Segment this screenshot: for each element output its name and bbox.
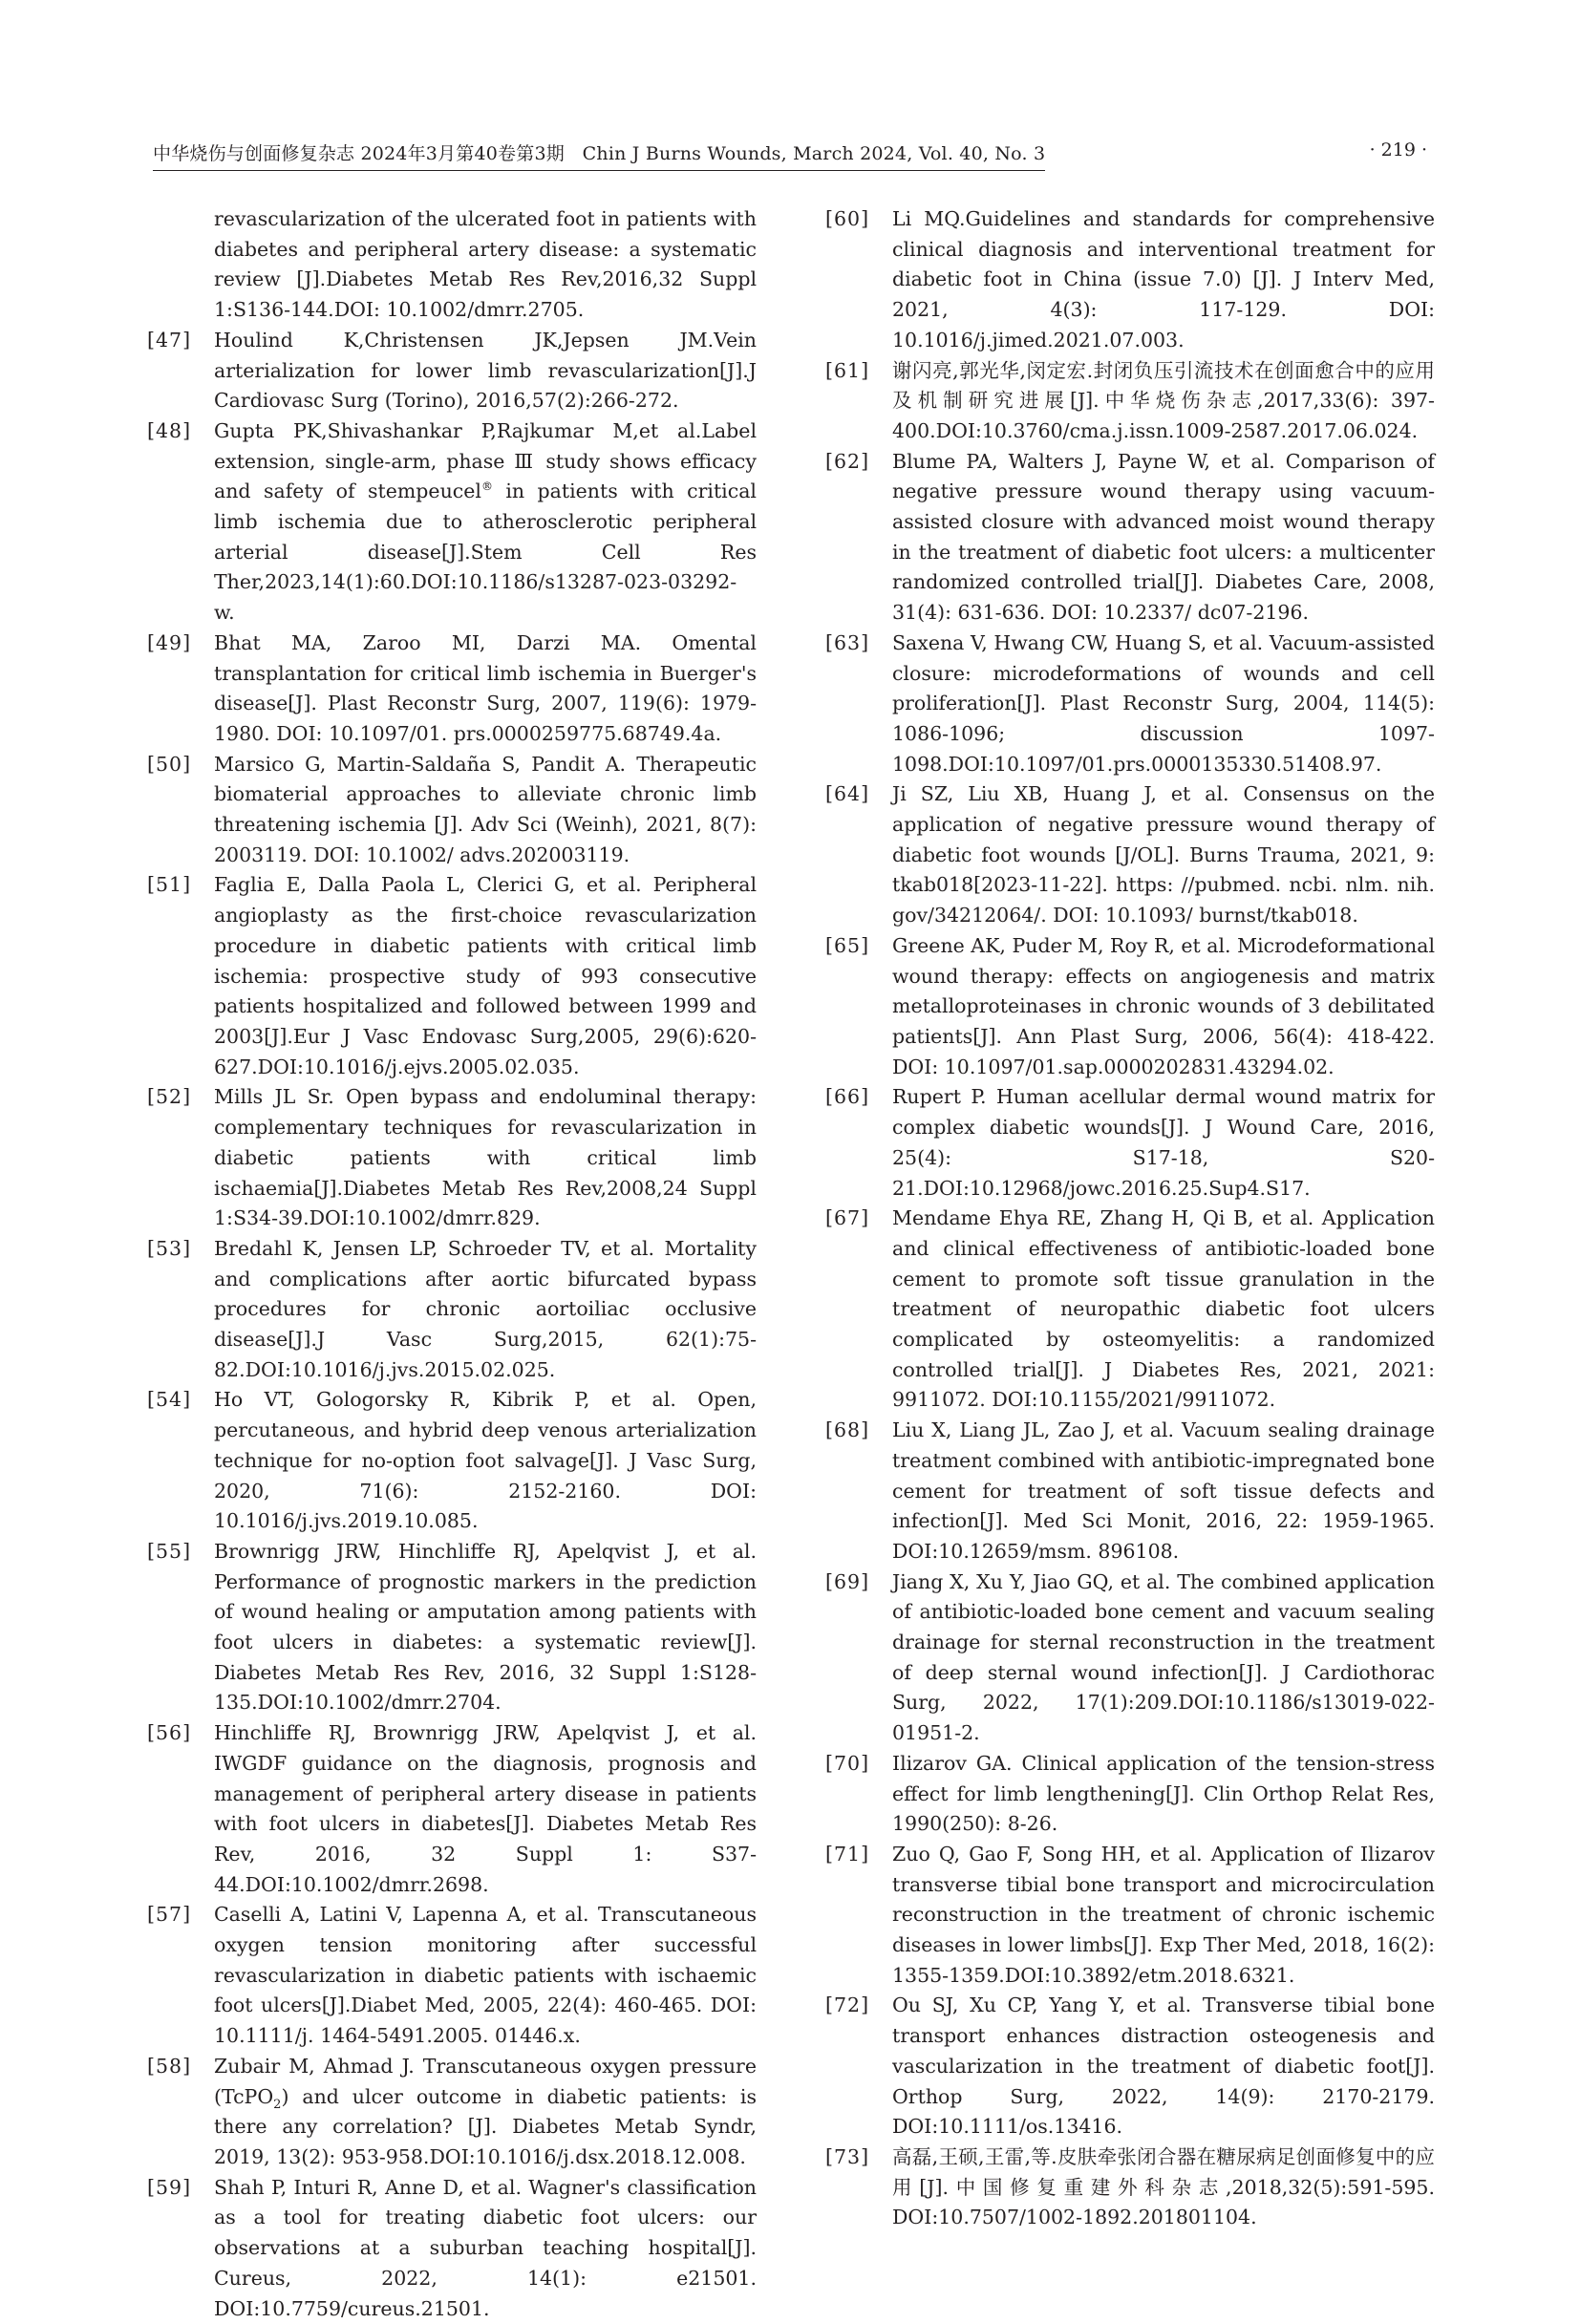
reference-text: Mills JL Sr. Open bypass and endoluminal therapy: complementary techniques for revascularization in diabetic patients with critical limb ischaemia[J].Diabetes Metab Res Rev,2008,24 Suppl 1:S34-39.DOI:10.1002/dmrr.829. — [214, 1085, 757, 1230]
reference-item — [147, 2173, 757, 2324]
reference-item — [825, 1082, 1435, 1204]
reference-text: Li MQ.Guidelines and standards for comprehensive clinical diagnosis and interventional treatment for diabetic foot in China (issue 7.0) [J]. J Interv Med, 2021, 4(3): 117-129. DOI: 10.1016/j.jimed.2021.07.003. — [892, 207, 1435, 352]
reference-list-left-column — [147, 204, 757, 2324]
reference-number: [54] — [147, 1388, 192, 1412]
reference-item — [825, 1840, 1435, 1992]
reference-item — [825, 447, 1435, 629]
reference-text: Caselli A, Latini V, Lapenna A, et al. Transcutaneous oxygen tension monitoring after successful revascularization in diabetic patients with ischaemic foot ulcers[J].Diabet Med, 2005, 22(4): 460-465. DOI: 10.1111/j. 1464-5491.2005. 01446.x. — [214, 1903, 757, 2048]
reference-item — [825, 779, 1435, 931]
reference-number: [59] — [147, 2175, 192, 2199]
reference-text: Ou SJ, Xu CP, Yang Y, et al. Transverse tibial bone transport enhances distraction osteogenesis and vascularization in the treatment of diabetic foot[J]. Orthop Surg, 2022, 14(9): 2170-2179. DOI:10.1111/os.13416. — [892, 1994, 1435, 2139]
reference-number: [62] — [825, 449, 870, 473]
reference-number: [63] — [825, 630, 870, 654]
journal-title-cn: 中华烧伤与创面修复杂志 2024年3月第40卷第3期 — [153, 143, 565, 164]
reference-item — [147, 416, 757, 629]
reference-text: Faglia E, Dalla Paola L, Clerici G, et al. Peripheral angioplasty as the first-choice revascularization procedure in diabetic patients with critical limb ischemia: prospective study of 993 consecutive patients hospitalized and followed between 1999 and 2003[J].Eur J Vasc Endovasc Surg,2005, 29(6):620-627.DOI:10.1016/j.ejvs.2005.02.035. — [214, 873, 757, 1078]
reference-number: [60] — [825, 207, 870, 230]
reference-number: [51] — [147, 873, 192, 897]
reference-text: Saxena V, Hwang CW, Huang S, et al. Vacuum-assisted closure: microdeformations of wounds and cell proliferation[J]. Plast Reconstr Surg, 2004, 114(5): 1086-1096; discussion 1097-1098.DOI:10.1097/01.prs.0000135330.51408.97. — [892, 630, 1435, 776]
running-header — [153, 139, 1427, 174]
reference-item — [825, 204, 1435, 356]
reference-number: [56] — [147, 1721, 192, 1745]
reference-item — [825, 2143, 1435, 2233]
journal-title-en: Chin J Burns Wounds, March 2024, Vol. 40, No. 3 — [582, 143, 1046, 164]
reference-text: Zuo Q, Gao F, Song HH, et al. Application of Ilizarov transverse tibial bone transport and microcirculation reconstruction in the treatment of chronic ischemic diseases in lower limbs[J]. Exp Ther Med, 2018, 16(2): 1355-1359.DOI:10.3892/etm.2018.6321. — [892, 1842, 1435, 1987]
reference-number: [72] — [825, 1994, 870, 2017]
reference-text: Ilizarov GA. Clinical application of the tension-stress effect for limb lengthening[J]. Clin Orthop Relat Res, 1990(250): 8-26. — [892, 1751, 1435, 1836]
reference-item — [147, 629, 757, 750]
reference-item — [825, 356, 1435, 447]
reference-number: [48] — [147, 418, 192, 442]
reference-item — [147, 1537, 757, 1718]
reference-item — [147, 1234, 757, 1386]
page-number: · 219 · — [1369, 139, 1427, 160]
reference-item — [147, 750, 757, 871]
reference-item — [825, 1416, 1435, 1567]
reference-number: [67] — [825, 1206, 870, 1230]
reference-number: [53] — [147, 1236, 192, 1260]
reference-text: 高磊,王硕,王雷,等.皮肤牵张闭合器在糖尿病足创面修复中的应用[J].中国修复重建外科杂志,2018,32(5):591-595. DOI:10.7507/1002-1892.201801104. — [892, 2145, 1435, 2229]
reference-number: [64] — [825, 782, 870, 806]
reference-text: Brownrigg JRW, Hinchliffe RJ, Apelqvist J, et al. Performance of prognostic markers in the prediction of wound healing or amputation among patients with foot ulcers in diabetes: a systematic review[J]. Diabetes Metab Res Rev, 2016, 32 Suppl 1:S128-135.DOI:10.1002/dmrr.2704. — [214, 1539, 757, 1715]
reference-item — [147, 1718, 757, 1900]
reference-text: 谢闪亮,郭光华,闵定宏.封闭负压引流技术在创面愈合中的应用及机制研究进展[J].中华烧伤杂志,2017,33(6): 397-400.DOI:10.3760/cma.j.issn.1009-2587.2017.06.024. — [892, 358, 1435, 442]
reference-text: revascularization of the ulcerated foot in patients with diabetes and peripheral artery disease: a systematic review [J].Diabetes Metab Res Rev,2016,32 Suppl 1:S136-144.DOI: 10.1002/dmrr.2705. — [214, 207, 757, 322]
reference-number: [65] — [825, 933, 870, 957]
reference-number: [70] — [825, 1751, 870, 1775]
reference-number: [50] — [147, 752, 192, 776]
reference-text: Marsico G, Martin-Saldaña S, Pandit A. Therapeutic biomaterial approaches to alleviate chronic limb threatening ischemia [J]. Adv Sci (Weinh), 2021, 8(7): 2003119. DOI: 10.1002/ advs.202003119. — [214, 752, 757, 866]
journal-header-line — [153, 139, 1045, 171]
reference-number: [68] — [825, 1418, 870, 1442]
reference-number: [73] — [825, 2145, 870, 2168]
reference-text: Shah P, Inturi R, Anne D, et al. Wagner's classification as a tool for treating diabetic foot ulcers: our observations at a suburban teaching hospital[J]. Cureus, 2022, 14(1): e21501. DOI:10.7759/cureus.21501. — [214, 2175, 757, 2320]
reference-text: Hinchliffe RJ, Brownrigg JRW, Apelqvist J, et al. IWGDF guidance on the diagnosis, prognosis and management of peripheral artery disease in patients with foot ulcers in diabetes[J]. Diabetes Metab Res Rev, 2016, 32 Suppl 1: S37-44.DOI:10.1002/dmrr.2698. — [214, 1721, 757, 1896]
reference-item — [825, 1991, 1435, 2143]
reference-number: [58] — [147, 2054, 192, 2078]
reference-item — [147, 1900, 757, 2052]
reference-text: Ji SZ, Liu XB, Huang J, et al. Consensus on the application of negative pressure wound therapy of diabetic foot wounds [J/OL]. Burns Trauma, 2021, 9: tkab018[2023-11-22]. https: //pubmed. ncbi. nlm. nih. gov/34212064/. DOI: 10.1093/ burnst/tkab018. — [892, 782, 1435, 927]
reference-text: Zubair M, Ahmad J. Transcutaneous oxygen pressure (TcPO$_2$) and ulcer outcome in diabetic patients: is there any correlation? [J]. Diabetes Metab Syndr, 2019, 13(2): 953-958.DOI:10.1016/j.dsx.2018.12.008. — [214, 2054, 757, 2168]
reference-item — [147, 2052, 757, 2173]
reference-text: Greene AK, Puder M, Roy R, et al. Microdeformational wound therapy: effects on angiogenesis and matrix metalloproteinases in chronic wounds of 3 debilitated patients[J]. Ann Plast Surg, 2006, 56(4): 418-422. DOI: 10.1097/01.sap.0000202831.43294.02. — [892, 933, 1436, 1078]
reference-item — [147, 1385, 757, 1537]
reference-item — [825, 1567, 1435, 1749]
reference-number: [49] — [147, 630, 192, 654]
reference-number: [52] — [147, 1085, 192, 1109]
reference-number: [69] — [825, 1569, 870, 1593]
reference-item — [147, 1082, 757, 1234]
reference-text: Rupert P. Human acellular dermal wound matrix for complex diabetic wounds[J]. J Wound Care, 2016, 25(4): S17-18, S20-21.DOI:10.12968/jowc.2016.25.Sup4.S17. — [892, 1085, 1435, 1200]
reference-item — [825, 1749, 1435, 1840]
reference-text: Bhat MA, Zaroo MI, Darzi MA. Omental transplantation for critical limb ischemia in Buerger's disease[J]. Plast Reconstr Surg, 2007, 119(6): 1979-1980. DOI: 10.1097/01. prs.0000259775.68749.4a. — [214, 630, 757, 745]
reference-text: Houlind K,Christensen JK,Jepsen JM.Vein arterialization for lower limb revascularization[J].J Cardiovasc Surg (Torino), 2016,57(2):266-272. — [214, 328, 757, 413]
reference-list-right-column — [825, 204, 1435, 2233]
reference-item — [147, 870, 757, 1082]
reference-item — [147, 204, 757, 326]
reference-text: Jiang X, Xu Y, Jiao GQ, et al. The combined application of antibiotic-loaded bone cement and vacuum sealing drainage for sternal reconstruction in the treatment of deep sternal wound infection[J]. J Cardiothorac Surg, 2022, 17(1):209.DOI:10.1186/s13019-022-01951-2. — [892, 1569, 1435, 1745]
reference-text: Mendame Ehya RE, Zhang H, Qi B, et al. Application and clinical effectiveness of antibiotic-loaded bone cement to promote soft tissue granulation in the treatment of neuropathic diabetic foot ulcers complicated by osteomyelitis: a randomized controlled trial[J]. J Diabetes Res, 2021, 2021: 9911072. DOI:10.1155/2021/9911072. — [892, 1206, 1435, 1412]
reference-text: Blume PA, Walters J, Payne W, et al. Comparison of negative pressure wound therapy using vacuum-assisted closure with advanced moist wound therapy in the treatment of diabetic foot ulcers: a multicenter randomized controlled trial[J]. Diabetes Care, 2008, 31(4): 631-636. DOI: 10.2337/ dc07-2196. — [892, 449, 1435, 625]
reference-item — [825, 931, 1435, 1083]
reference-text: Bredahl K, Jensen LP, Schroeder TV, et al. Mortality and complications after aortic bifurcated bypass procedures for chronic aortoiliac occlusive disease[J].J Vasc Surg,2015, 62(1):75-82.DOI:10.1016/j.jvs.2015.02.025. — [214, 1236, 757, 1381]
reference-number: [47] — [147, 328, 192, 352]
reference-text: Ho VT, Gologorsky R, Kibrik P, et al. Open, percutaneous, and hybrid deep venous arterialization technique for no-option foot salvage[J]. J Vasc Surg, 2020, 71(6): 2152-2160. DOI: 10.1016/j.jvs.2019.10.085. — [214, 1388, 757, 1533]
reference-item — [825, 629, 1435, 780]
reference-number: [61] — [825, 358, 870, 382]
reference-item — [825, 1204, 1435, 1416]
reference-number: [55] — [147, 1539, 192, 1563]
reference-number: [71] — [825, 1842, 870, 1866]
reference-number: [57] — [147, 1903, 192, 1927]
reference-text: Liu X, Liang JL, Zao J, et al. Vacuum sealing drainage treatment combined with antibiotic-impregnated bone cement for treatment of soft tissue defects and infection[J]. Med Sci Monit, 2016, 22: 1959-1965. DOI:10.12659/msm. 896108. — [892, 1418, 1435, 1563]
reference-number: [66] — [825, 1085, 870, 1109]
reference-item — [147, 326, 757, 416]
reference-text: Gupta PK,Shivashankar P,Rajkumar M,et al.Label extension, single-arm, phase Ⅲ study shows efficacy and safety of stempeucel® in patients with critical limb ischemia due to atherosclerotic peripheral arterial disease[J].Stem Cell Res Ther,2023,14(1):60.DOI:10.1186/s13287-023-03292-w. — [214, 418, 757, 625]
